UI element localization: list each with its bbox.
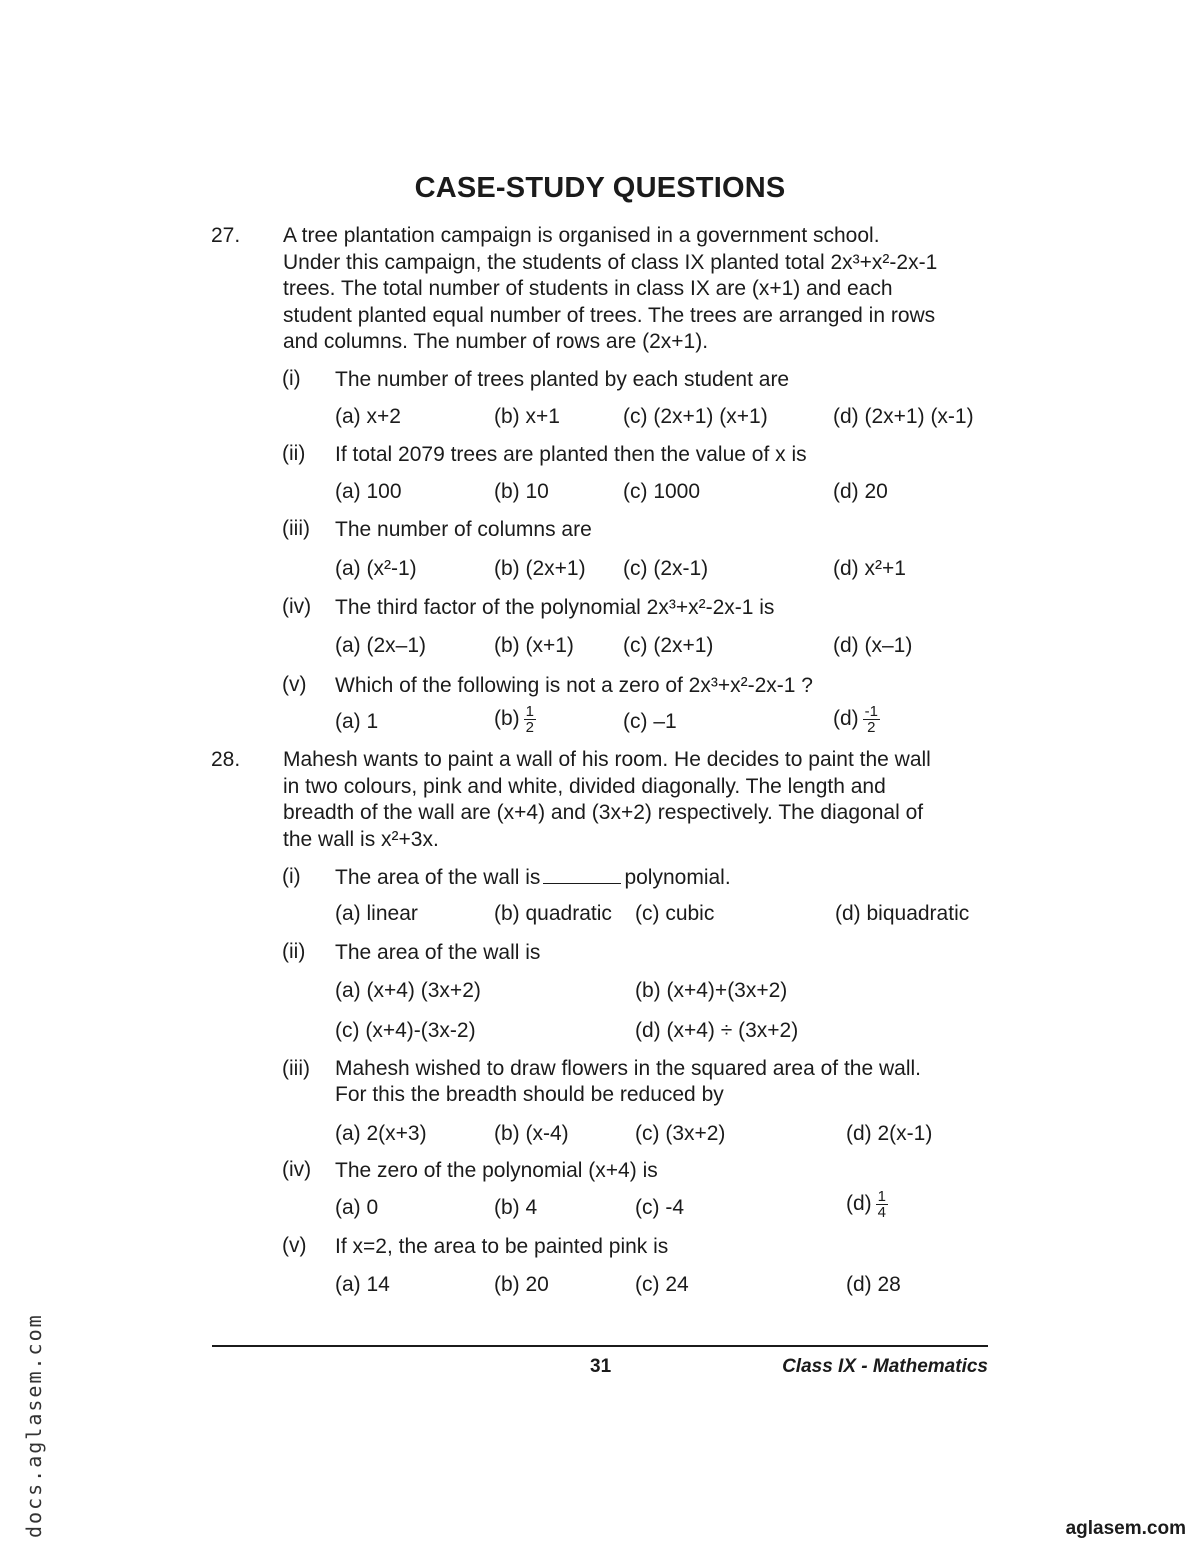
stem-line: Under this campaign, the students of class IX planted total 2x³+x²-2x-1 — [283, 250, 938, 274]
option-c: (c) (3x+2) — [635, 1122, 726, 1145]
sub-question-text: If x=2, the area to be painted pink is — [335, 1235, 669, 1258]
option-a: (a) (x+4) (3x+2) — [335, 979, 481, 1002]
stem-line: the wall is x²+3x. — [283, 827, 439, 851]
option-b: (b) x+1 — [494, 405, 560, 428]
option-d: (d) x²+1 — [833, 557, 906, 580]
option-c: (c) cubic — [635, 902, 715, 925]
option-label: (d) — [833, 707, 859, 731]
sub-question-text: The number of trees planted by each student are — [335, 368, 790, 391]
fraction-denominator: 4 — [877, 1204, 887, 1221]
option-d: (d) (x–1) — [833, 634, 913, 657]
option-d: (d) 20 — [833, 480, 888, 503]
sub-question-number: (ii) — [282, 442, 306, 465]
sub-question-text: The area of the wall is — [335, 941, 541, 964]
option-a: (a) (2x–1) — [335, 634, 427, 657]
sub-question-text: If total 2079 trees are planted then the value of x is — [335, 443, 807, 466]
fraction-numerator: 1 — [877, 1188, 887, 1205]
stem-line: breadth of the wall are (x+4) and (3x+2) respectively. The diagonal of — [283, 801, 924, 824]
option-b: (b) (x+4)+(3x+2) — [635, 979, 788, 1002]
option-a: (a) 100 — [335, 480, 402, 503]
option-c: (c) 24 — [635, 1273, 689, 1296]
sub-question-text: Which of the following is not a zero of 2x³+x²-2x-1 ? — [335, 674, 813, 697]
sub-question-number: (i) — [282, 865, 301, 888]
section-title: CASE-STUDY QUESTIONS — [414, 172, 786, 204]
option-c: (c) 1000 — [623, 480, 701, 503]
option-a: (a) linear — [335, 902, 418, 925]
fraction — [876, 1189, 888, 1220]
question-number-28: 28. — [211, 748, 241, 771]
sub-question-number: (i) — [282, 367, 301, 390]
option-b: (b) (x+1) — [494, 634, 574, 657]
option-d — [846, 1189, 888, 1220]
option-d — [833, 704, 880, 735]
option-d: (d) (x+4) ÷ (3x+2) — [635, 1019, 799, 1042]
text-before-blank: The area of the wall is — [335, 866, 541, 889]
option-a: (a) (x²-1) — [335, 557, 417, 580]
footer-subject: Class IX - Mathematics — [782, 1356, 988, 1377]
option-d: (d) 2(x-1) — [846, 1122, 933, 1145]
sub-question-text: The zero of the polynomial (x+4) is — [335, 1159, 658, 1182]
stem-line: and columns. The number of rows are (2x+1). — [283, 330, 709, 353]
option-b: (b) 20 — [494, 1273, 549, 1296]
question-27-stem — [283, 223, 988, 356]
brand-watermark: aglasem.com — [1065, 1518, 1186, 1539]
option-c: (c) (2x-1) — [623, 557, 709, 580]
sub-question-line: Mahesh wished to draw flowers in the squared area of the wall. — [335, 1057, 921, 1080]
stem-line: A tree plantation campaign is organised in a government school. — [283, 224, 880, 247]
stem-line: student planted equal number of trees. The trees are arranged in rows — [283, 303, 936, 327]
sub-question-number: (iv) — [282, 1158, 312, 1181]
option-d: (d) biquadratic — [835, 902, 970, 925]
option-label: (b) — [494, 707, 520, 731]
sub-question-number: (v) — [282, 673, 307, 696]
stem-line: trees. The total number of students in class IX are (x+1) and each — [283, 277, 893, 300]
option-b: (b) 4 — [494, 1196, 538, 1219]
option-a: (a) 2(x+3) — [335, 1122, 427, 1145]
option-c: (c) (2x+1) (x+1) — [623, 405, 768, 428]
option-b — [494, 704, 536, 735]
side-watermark: docs.aglasem.com — [22, 1313, 46, 1538]
fraction — [863, 704, 880, 735]
sub-question-text: The number of columns are — [335, 518, 592, 541]
sub-question-text: The third factor of the polynomial 2x³+x²-2x-1 is — [335, 596, 775, 619]
question-28-stem — [283, 747, 988, 853]
option-b: (b) (2x+1) — [494, 557, 586, 580]
stem-line: in two colours, pink and white, divided diagonally. The length and — [283, 774, 886, 798]
sub-question-text — [335, 1056, 988, 1108]
fraction — [524, 704, 536, 735]
option-a: (a) x+2 — [335, 405, 401, 428]
option-c: (c) -4 — [635, 1196, 684, 1219]
option-a: (a) 0 — [335, 1196, 379, 1219]
question-number-27: 27. — [211, 224, 241, 247]
option-b: (b) quadratic — [494, 902, 612, 925]
option-b: (b) (x-4) — [494, 1122, 569, 1145]
answer-blank — [543, 882, 621, 884]
sub-question-number: (iii) — [282, 1057, 310, 1080]
fraction-numerator: -1 — [864, 703, 879, 720]
stem-line: Mahesh wants to paint a wall of his room. He decides to paint the wall — [283, 748, 931, 771]
sub-question-number: (ii) — [282, 940, 306, 963]
footer-divider — [212, 1345, 988, 1347]
option-d: (d) (2x+1) (x-1) — [833, 405, 974, 428]
option-label: (d) — [846, 1192, 872, 1216]
fraction-denominator: 2 — [525, 719, 535, 736]
sub-question-number: (v) — [282, 1234, 307, 1257]
fraction-numerator: 1 — [525, 703, 535, 720]
option-c: (c) –1 — [623, 710, 677, 733]
option-c: (c) (x+4)-(3x-2) — [335, 1019, 476, 1042]
option-b: (b) 10 — [494, 480, 549, 503]
option-a: (a) 1 — [335, 710, 379, 733]
sub-question-number: (iv) — [282, 595, 312, 618]
sub-question-line: For this the breadth should be reduced by — [335, 1083, 724, 1106]
option-a: (a) 14 — [335, 1273, 390, 1296]
sub-question-number: (iii) — [282, 517, 310, 540]
option-d: (d) 28 — [846, 1273, 901, 1296]
fraction-denominator: 2 — [867, 719, 876, 736]
text-after-blank: polynomial. — [624, 866, 731, 889]
sub-question-text — [335, 865, 988, 891]
option-c: (c) (2x+1) — [623, 634, 714, 657]
page-number: 31 — [590, 1356, 612, 1377]
